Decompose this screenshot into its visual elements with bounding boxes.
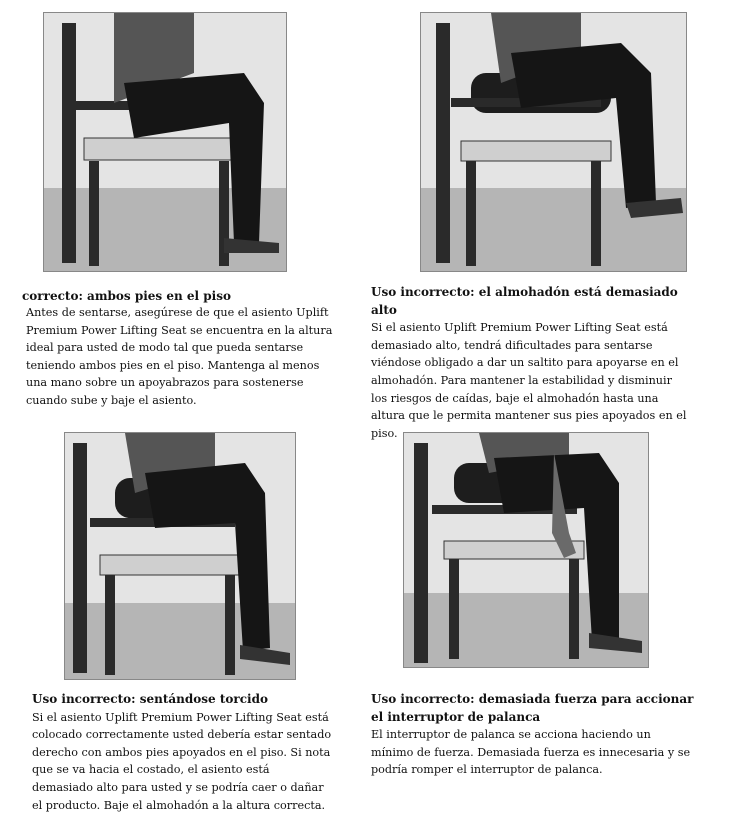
section-4 (371, 691, 696, 779)
photo-correct-seating (43, 12, 287, 272)
photo-too-much-force (403, 432, 649, 668)
section-3 (32, 691, 332, 814)
section-1-body: Antes de sentarse, asegúrese de que el asiento Uplift Premium Power Lifting Seat se encuentra en la altura ideal para usted de modo tal que pueda sentarse teniendo ambos pies en el piso. Mantenga al menos una mano sobre un apoyabrazos para sostenerse cuando sube y baje el asiento. (26, 306, 333, 407)
section-4-title: Uso incorrecto: demasiada fuerza para accionar el interruptor de palanca (371, 692, 694, 724)
section-2-title: Uso incorrecto: el almohadón está demasiado alto (371, 285, 678, 317)
section-4-body: El interruptor de palanca se acciona haciendo un mínimo de fuerza. Demasiada fuerza es innecesaria y se podría romper el interruptor de palanca. (371, 728, 691, 777)
section-2 (371, 284, 691, 442)
section-2-body: Si el asiento Uplift Premium Power Lifting Seat está demasiado alto, tendrá dificultades para sentarse viéndose obligado a dar un saltito para apoyarse en el almohadón. Para mantener la estabilidad y disminuir los riesgos de caídas, baje el almohadón hasta una altura que le permita mantener sus pies apoyados en el piso. (371, 321, 687, 440)
photo-seat-too-high (420, 12, 687, 272)
section-3-body: Si el asiento Uplift Premium Power Lifting Seat está colocado correctamente usted debería estar sentado derecho con ambos pies apoyados en el piso. Si nota que se va hacia el costado, el asiento está demasiado alto para usted y se podría caer o dañar el producto. Baje el almohadón a la altura correcta. (32, 710, 332, 812)
section-3-title: Uso incorrecto: sentándose torcido (32, 692, 268, 706)
section-1-title: correcto: ambos pies en el piso (22, 289, 231, 303)
photo-sitting-crooked (64, 432, 296, 680)
